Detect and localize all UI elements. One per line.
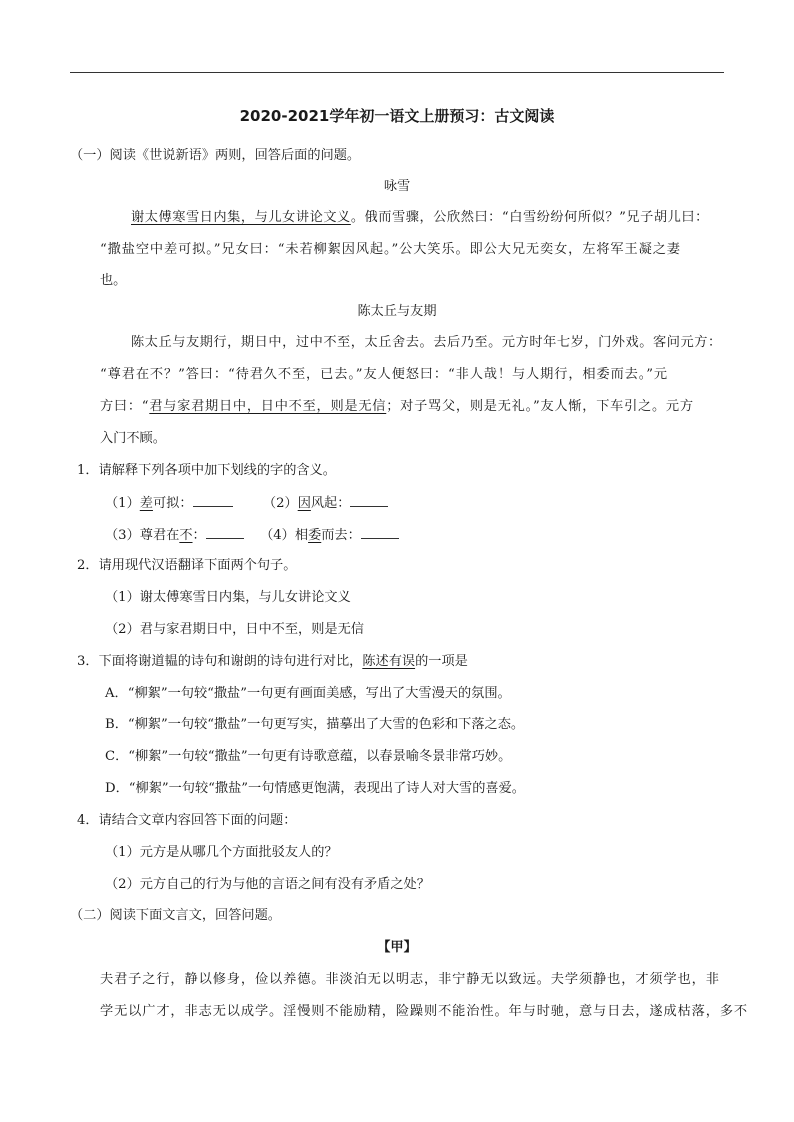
question3-stem: [77, 653, 468, 671]
q3-stem-underlined: 陈述有误: [362, 654, 416, 669]
text1-line1: [131, 209, 783, 227]
text1-underlined-sentence: 谢太傅寒雪日内集，与儿女讲论文义: [131, 210, 351, 225]
text2-heading: 陈太丘与友期: [357, 304, 437, 319]
q1-item1-prefix: （1）: [105, 496, 140, 511]
question1-row2: [105, 526, 399, 545]
section2-line1: 夫君子之行，静以修身，俭以养德。非淡泊无以明志，非宁静无以致远。夫学须静也，才须学也，非: [100, 972, 720, 987]
text2-line1: 陈太丘与友期行，期日中，过中不至，太丘舍去。去后乃至。元方时年七岁，门外戏。客问元方：: [131, 335, 722, 350]
question1-stem: 1．请解释下列各项中加下划线的字的含义。: [77, 463, 336, 478]
section2-line2: 学无以广才，非志无以成学。淫慢则不能励精，险躁则不能治性。年与时驰，意与日去，遂成枯落，多不: [100, 1004, 749, 1019]
q1-item1-char: 差: [139, 496, 153, 511]
question1-row1: [105, 494, 388, 513]
header-rule: [70, 72, 724, 73]
question2-stem: 2．请用现代汉语翻译下面两个句子。: [77, 558, 297, 573]
text2-line3: [100, 398, 694, 416]
question3-option-c[interactable]: C．“柳絮”一句较“撒盐”一句更有诗歌意蕴，以春景喻冬景非常巧妙。: [105, 749, 512, 764]
question4-sub2: （2）元方自己的行为与他的言语之间有没有矛盾之处？: [105, 877, 430, 892]
question2-sentence1: （1）谢太傅寒雪日内集，与儿女讲论文义: [105, 590, 351, 605]
q1-item2-char: 因: [297, 496, 311, 511]
text1-line3: 也。: [100, 273, 127, 288]
page-title: 2020-2021学年初一语文上册预习：古文阅读: [239, 107, 555, 125]
q1-item3-suffix: ：: [192, 528, 206, 543]
q1-item3-blank[interactable]: [206, 526, 244, 539]
question4-sub1: （1）元方是从哪几个方面批驳友人的？: [105, 845, 338, 860]
question3-option-a[interactable]: A．“柳絮”一句较“撒盐”一句更有画面美感，写出了大雪漫天的氛围。: [105, 686, 511, 701]
q1-item1-blank[interactable]: [193, 494, 233, 507]
question3-option-d[interactable]: D．“柳絮”一句较“撒盐”一句情感更饱满，表现出了诗人对大雪的喜爱。: [105, 781, 525, 796]
text1-line1-rest: 。俄而雪骤，公欣然曰：“白雪纷纷何所似？”兄子胡儿曰：: [350, 210, 709, 225]
section2-intro: （二）阅读下面文言文，回答问题。: [70, 908, 281, 923]
q1-item4-suffix: 而去：: [321, 528, 361, 543]
question2-sentence2: （2）君与家君期日中，日中不至，则是无信: [105, 622, 364, 637]
q1-item1-suffix: 可拟：: [152, 496, 193, 511]
text2-line3-pre: 方曰：“: [100, 399, 150, 414]
q1-item4-prefix: （4）相: [260, 528, 309, 543]
question3-option-b[interactable]: B．“柳絮”一句较“撒盐”一句更写实，描摹出了大雪的色彩和下落之态。: [105, 717, 525, 732]
section2-heading: 【甲】: [377, 940, 417, 955]
q1-item2-prefix: （2）: [262, 496, 298, 511]
q3-stem-post: 的一项是: [415, 654, 468, 669]
text2-line2: “尊君在不？”答曰：“待君久不至，已去。”友人便怒曰：“非人哉！与人期行，相委而去。”元: [100, 367, 668, 382]
q1-item4-char: 委: [308, 528, 322, 543]
section1-intro: （一）阅读《世说新语》两则，回答后面的问题。: [70, 148, 361, 163]
question4-stem: 4．请结合文章内容回答下面的问题：: [77, 813, 297, 828]
q1-item3-prefix: （3）尊君在: [105, 528, 180, 543]
text1-line2: “撒盐空中差可拟。”兄女曰：“未若柳絮因风起。”公大笑乐。即公大兄无奕女，左将军王凝之妻: [100, 242, 681, 257]
q1-item4-blank[interactable]: [361, 526, 399, 539]
poem1-heading: 咏雪: [383, 179, 411, 194]
q1-item2-blank[interactable]: [350, 494, 388, 507]
text2-underlined-sentence: 君与家君期日中，日中不至，则是无信: [149, 399, 387, 414]
text2-line3-rest: ；对子骂父，则是无礼。”友人惭，下车引之。元方: [386, 399, 694, 414]
q1-item2-suffix: 风起：: [310, 496, 351, 511]
q3-stem-pre: 3．下面将谢道韫的诗句和谢朗的诗句进行对比，: [77, 654, 363, 669]
q1-item3-char: 不: [179, 528, 193, 543]
text2-line4: 入门不顾。: [100, 431, 166, 446]
